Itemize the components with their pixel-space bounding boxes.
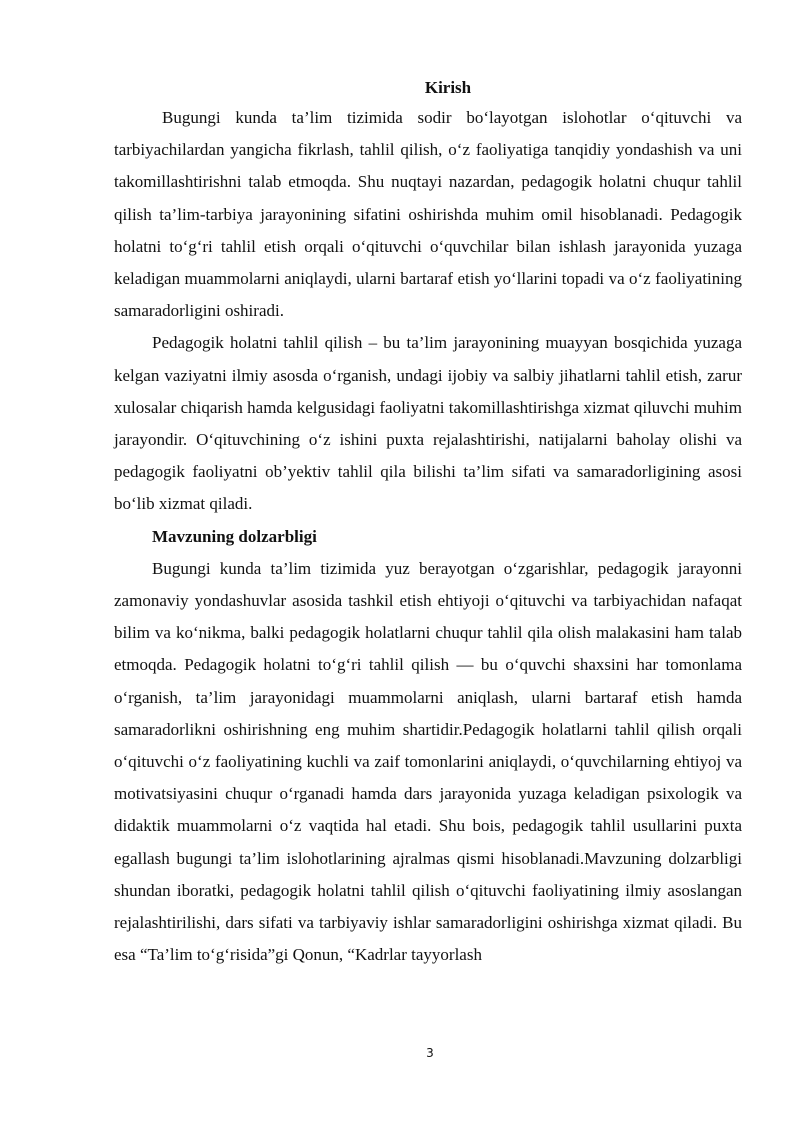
intro-paragraph-2: Pedagogik holatni tahlil qilish – bu ta’lim jarayonining muayyan bosqichida yuzaga kelgan vaziyatni ilmiy asosda o‘rganish, undagi ijobiy va salbiy jihatlarni tahlil etish, zarur xulosalar chiqarish hamda kelgusidagi faoliyatni takomillashtirishga xizmat qiluvchi muhim jarayondir. O‘qituvchining o‘z ishini puxta rejalashtirishi, natijalarni baholay olishi va pedagogik faoliyatni ob’yektiv tahlil qila bilishi ta’lim sifati va samaradorligining asosi bo‘lib xizmat qiladi. xyxy=(114,333,742,514)
section-paragraph: Bugungi kunda ta’lim tizimida yuz berayotgan o‘zgarishlar, pedagogik jarayonni zamonaviy yondashuvlar asosida tashkil etish ehtiyoji o‘qituvchi va tarbiyachidan nafaqat bilim va ko‘nikma, balki pedagogik holatlarni chuqur tahlil qila olish malakasini ham talab etmoqda. Pedagogik holatni to‘g‘ri tahlil qilish — bu o‘quvchi shaxsini har tomonlama o‘rganish, ta’lim jarayonidagi muammolarni aniqlash, ularni bartaraf etish hamda samaradorlikni oshirishning eng muhim shartidir.Pedagogik holatlarni tahlil qilish orqali o‘qituvchi o‘z faoliyatining kuchli va zaif tomonlarini aniqlaydi, o‘quvchilarning ehtiyoj va motivatsiyasini chuqur o‘rganadi hamda dars jarayonida yuzaga keladigan psixologik va didaktik muammolarni o‘z vaqtida hal etadi. Shu bois, pedagogik tahlil usullarini puxta egallash bugungi ta’lim islohotlarining ajralmas qismi hisoblanadi.Mavzuning dolzarbligi shundan iboratki, pedagogik holatni tahlil qilish o‘qituvchi faoliyatining ilmiy asoslangan rejalashtirilishi, dars sifati va tarbiyaviy ishlar samaradorligini oshirishga xizmat qiladi. Bu esa “Ta’lim to‘g‘risida”gi Qonun, “Kadrlar tayyorlash xyxy=(114,558,742,965)
page-number: 3 xyxy=(426,1046,434,1060)
document-title: Kirish xyxy=(424,78,472,97)
document-page xyxy=(114,74,742,971)
intro-paragraph-1: Bugungi kunda ta’lim tizimida sodir bo‘layotgan islohotlar o‘qituvchi va tarbiyachilardan yangicha fikrlash, tahlil qilish, o‘z faoliyatiga tanqidiy yondashish va uni takomillashtirishni talab etmoqda. Shu nuqtayi nazardan, pedagogik holatni chuqur tahlil qilish ta’lim-tarbiya jarayonining sifatini oshirishda muhim omil hisoblanadi. Pedagogik holatni to‘g‘ri tahlil etish orqali o‘qituvchi o‘quvchilar bilan ishlash jarayonida yuzaga keladigan muammolarni aniqlaydi, ularni bartaraf etish yo‘llarini topadi va o‘z faoliyatining samaradorligini oshiradi. xyxy=(114,108,742,321)
section-heading: Mavzuning dolzarbligi xyxy=(152,526,317,546)
